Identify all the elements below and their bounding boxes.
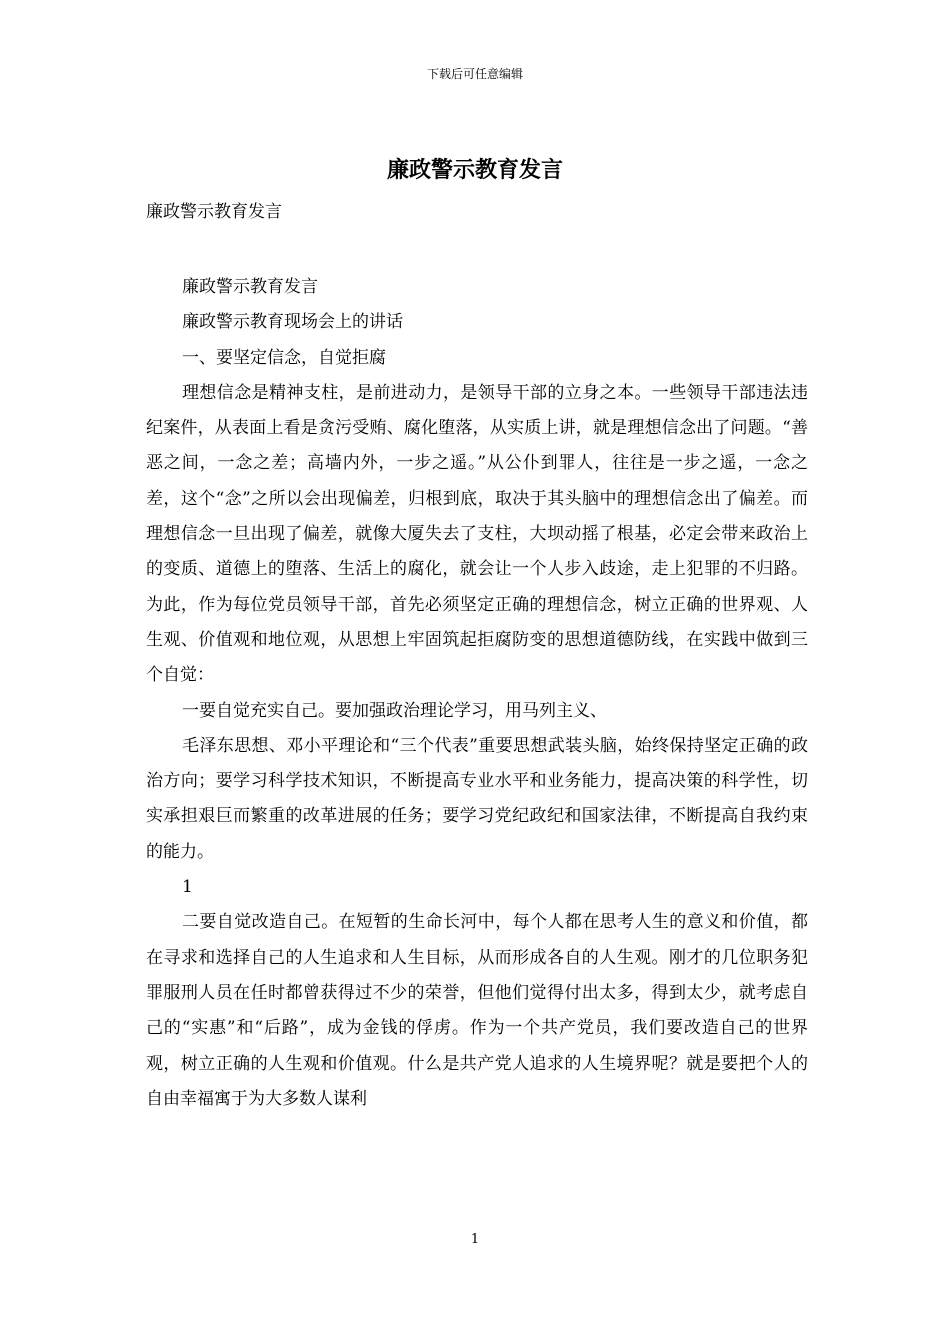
document-subtitle: 廉政警示教育发言 [146, 202, 282, 222]
inline-page-marker: 1 [182, 877, 193, 898]
header-note: 下载后可任意编辑 [426, 67, 523, 81]
document-body [146, 270, 808, 1117]
paragraph-heading-1: 廉政警示教育发言 [182, 277, 318, 297]
page-number: 1 [470, 1232, 480, 1247]
paragraph: 一要自觉充实自己。要加强政治理论学习，用马列主义、 [182, 700, 607, 721]
paragraph: 毛泽东思想、邓小平理论和“三个代表”重要思想武装头脑，始终保持坚定正确的政治方向；要学习科学技术知识，不断提高专业水平和业务能力，提高决策的科学性，切实承担艰巨而繁重的改革进展的任务；要学习党纪政纪和国家法律，不断提高自我约束的能力。 [146, 735, 808, 862]
paragraph-heading-2: 廉政警示教育现场会上的讲话 [182, 312, 403, 333]
section-heading-1: 一、要坚定信念，自觉拒腐 [182, 347, 386, 368]
paragraph: 二要自觉改造自己。在短暂的生命长河中，每个人都在思考人生的意义和价值，都在寻求和选择自己的人生追求和人生目标，从而形成各自的人生观。刚才的几位职务犯罪服刑人员在任时都曾获得过不少的荣誉，但他们觉得付出太多，得到太少，就考虑自己的“实惠”和“后路”，成为金钱的俘虏。作为一个共产党员，我们要改造自己的世界观，树立正确的人生观和价值观。什么是共产党人追求的人生境界呢？就是要把个人的自由幸福寓于为大多数人谋利 [146, 912, 808, 1109]
document-title: 廉政警示教育发言 [386, 157, 563, 183]
paragraph: 理想信念是精神支柱，是前进动力，是领导干部的立身之本。一些领导干部违法违纪案件，从表面上看是贪污受贿、腐化堕落，从实质上讲，就是理想信念出了问题。“善恶之间，一念之差；高墙内外，一步之遥。”从公仆到罪人，往往是一步之遥，一念之差，这个“念”之所以会出现偏差，归根到底，取决于其头脑中的理想信念出了偏差。而理想信念一旦出现了偏差，就像大厦失去了支柱，大坝动摇了根基，必定会带来政治上的变质、道德上的堕落、生活上的腐化，就会让一个人步入歧途，走上犯罪的不归路。为此，作为每位党员领导干部，首先必须坚定正确的理想信念，树立正确的世界观、人生观、价值观和地位观，从思想上牢固筑起拒腐防变的思想道德防线，在实践中做到三个自觉： [146, 382, 808, 686]
